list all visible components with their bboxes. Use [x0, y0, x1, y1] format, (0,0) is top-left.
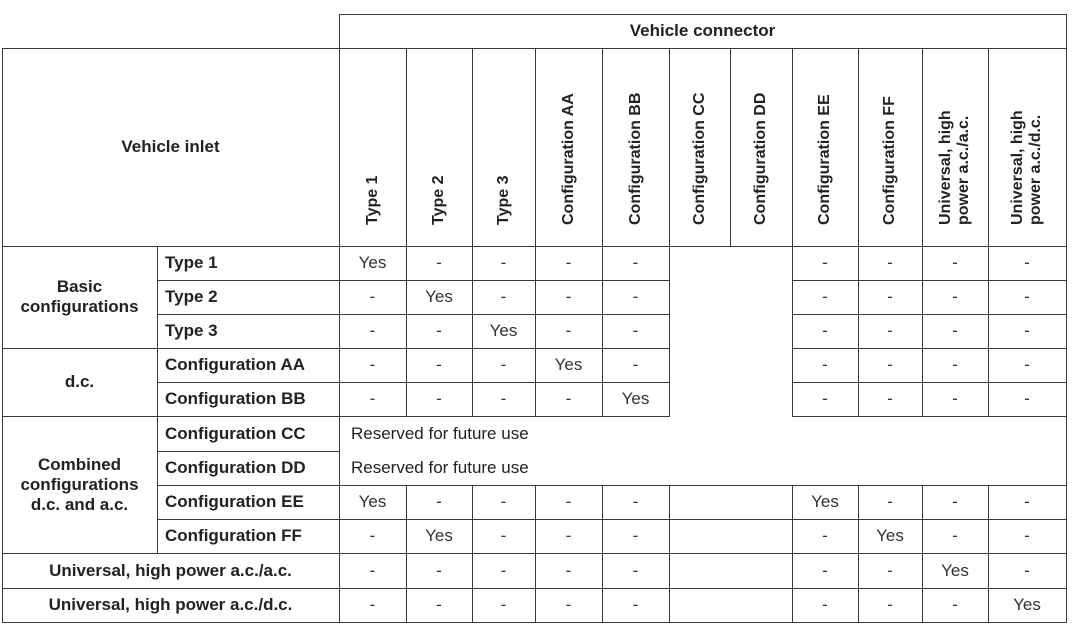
table-cell: - [822, 595, 828, 614]
table-rule-horizontal [157, 314, 670, 315]
table-rule-vertical [472, 485, 473, 623]
row-label: Universal, high power a.c./d.c. [48, 595, 293, 614]
table-rule-horizontal [792, 416, 1067, 417]
table-cell: - [369, 287, 376, 306]
table-cell: - [887, 560, 893, 580]
table-rule-vertical [157, 246, 158, 554]
table-rule-horizontal [2, 416, 670, 417]
row-label: Configuration EE [165, 492, 304, 511]
column-header [430, 176, 448, 226]
table-rule-horizontal [792, 314, 1067, 315]
group-label: Basic [56, 277, 103, 296]
table-cell: - [565, 321, 572, 340]
table-cell: Yes [489, 321, 518, 340]
table-cell: - [1024, 526, 1030, 545]
table-rule-vertical [922, 48, 923, 247]
table-rule-vertical [535, 485, 536, 623]
table-rule-vertical [472, 48, 473, 247]
table-rule-horizontal [157, 451, 340, 452]
column-header-line: Universal, high [1009, 110, 1026, 225]
table-cell: - [565, 526, 572, 545]
table-cell: - [436, 355, 442, 374]
table-cell: - [436, 389, 442, 408]
table-cell: Yes [425, 287, 453, 306]
table-cell: - [632, 321, 639, 340]
table-rule-vertical [988, 246, 989, 417]
table-cell: - [632, 526, 639, 545]
table-cell: - [436, 321, 442, 340]
row-label: Type 1 [165, 253, 218, 272]
table-rule-horizontal [2, 348, 670, 349]
table-cell: - [1024, 321, 1030, 340]
column-header [691, 93, 709, 225]
table-rule-vertical [669, 48, 670, 247]
table-cell: - [500, 526, 507, 545]
column-header [1009, 110, 1045, 225]
reserved-note: Reserved for future use [351, 423, 529, 443]
table-rule-vertical [602, 246, 603, 417]
table-cell: Yes [621, 389, 650, 408]
table-rule-vertical [339, 14, 340, 623]
column-header-line: Type 3 [494, 175, 512, 225]
table-cell: - [822, 526, 828, 545]
table-cell: - [500, 560, 507, 580]
table-cell: - [887, 321, 893, 340]
table-cell: - [436, 560, 442, 580]
table-cell: - [632, 492, 639, 511]
table-cell: - [1024, 492, 1030, 511]
table-cell: - [822, 389, 828, 408]
column-header-line: Configuration AA [559, 93, 577, 225]
table-cell: - [887, 253, 893, 272]
table-cell: - [632, 355, 639, 374]
group-label: d.c. and a.c. [30, 494, 129, 514]
group-label: Combined [37, 454, 122, 474]
table-rule-vertical [602, 485, 603, 623]
table-rule-vertical [792, 48, 793, 247]
table-rule-vertical [858, 485, 859, 623]
column-header-line: Configuration EE [816, 94, 833, 225]
table-rule-horizontal [792, 280, 1067, 281]
row-label: Configuration AA [165, 355, 306, 374]
table-cell: - [822, 560, 828, 580]
table-cell: - [369, 389, 376, 408]
table-cell: - [500, 287, 507, 306]
group-label: d.c. [64, 372, 95, 391]
row-label: Configuration CC [165, 423, 306, 443]
table-cell: - [436, 253, 442, 272]
table-cell: - [887, 492, 893, 511]
vehicle-connector-header: Vehicle connector [629, 21, 776, 40]
table-cell: Yes [941, 560, 969, 580]
table-cell: - [369, 526, 376, 545]
table-rule-vertical [472, 246, 473, 417]
table-rule-horizontal [157, 382, 670, 383]
column-header-line: Universal, high [937, 110, 954, 225]
column-header [752, 93, 770, 225]
table-cell: - [952, 492, 958, 511]
row-label: Universal, high power a.c./a.c. [49, 560, 292, 580]
column-header [364, 176, 382, 226]
column-header-line: Configuration FF [881, 96, 898, 225]
table-rule-horizontal [792, 382, 1067, 383]
table-cell: Yes [1013, 595, 1041, 614]
table-cell: - [369, 560, 376, 580]
table-cell: - [500, 389, 507, 408]
table-rule-horizontal [792, 348, 1067, 349]
table-rule-horizontal [157, 485, 1067, 486]
column-header [560, 93, 578, 225]
column-header-line: Type 2 [430, 175, 447, 225]
table-cell: - [1024, 560, 1030, 580]
table-cell: - [952, 526, 958, 545]
table-cell: - [952, 253, 958, 272]
table-cell: - [369, 355, 376, 374]
table-cell: - [369, 595, 376, 614]
column-header-line: Configuration BB [626, 92, 644, 225]
table-cell: - [632, 560, 639, 580]
table-rule-vertical [535, 48, 536, 247]
table-cell: - [887, 287, 893, 306]
table-rule-vertical [792, 485, 793, 623]
table-rule-vertical [922, 485, 923, 623]
table-cell: - [565, 492, 572, 511]
table-rule-vertical [669, 485, 670, 623]
column-header [881, 96, 899, 225]
table-cell: - [632, 287, 639, 306]
table-cell: - [436, 595, 442, 614]
table-rule-vertical [406, 485, 407, 623]
row-label: Type 2 [165, 287, 218, 306]
table-cell: - [565, 253, 572, 272]
column-header [937, 110, 973, 225]
table-cell: Yes [358, 253, 387, 272]
column-header [495, 176, 513, 226]
table-cell: - [1024, 355, 1030, 374]
table-cell: - [822, 287, 828, 306]
column-header-line: Configuration CC [690, 92, 708, 225]
column-header-line: power a.c./d.c. [1027, 114, 1044, 225]
table-cell: - [887, 389, 893, 408]
row-label: Configuration FF [165, 526, 302, 545]
table-cell: - [952, 287, 958, 306]
vehicle-inlet-header: Vehicle inlet [121, 137, 220, 156]
table-rule-vertical [792, 246, 793, 417]
table-cell: - [369, 321, 376, 340]
table-cell: - [887, 595, 893, 614]
table-cell: - [1024, 389, 1030, 408]
table-rule-vertical [858, 246, 859, 417]
table-rule-vertical [535, 246, 536, 417]
table-cell: Yes [554, 355, 583, 374]
table-cell: - [500, 355, 507, 374]
table-rule-vertical [988, 485, 989, 623]
table-rule-horizontal [157, 280, 670, 281]
column-header-line: Type 1 [363, 175, 381, 225]
table-cell: - [436, 492, 442, 511]
column-header [627, 93, 645, 225]
group-label: configurations [20, 474, 139, 494]
table-cell: - [632, 595, 639, 614]
table-rule-vertical [602, 48, 603, 247]
table-cell: - [565, 287, 572, 306]
table-cell: - [952, 321, 958, 340]
table-cell: Yes [425, 526, 453, 545]
table-cell: - [565, 595, 572, 614]
table-rule-vertical [2, 48, 3, 623]
table-cell: - [500, 253, 507, 272]
table-cell: - [822, 355, 828, 374]
table-rule-vertical [1066, 14, 1067, 623]
table-cell: - [822, 321, 828, 340]
table-rule-vertical [858, 48, 859, 247]
table-rule-horizontal [339, 14, 1067, 15]
table-cell: Yes [876, 526, 904, 545]
table-cell: - [952, 595, 958, 614]
row-label: Type 3 [165, 321, 218, 340]
table-rule-vertical [988, 48, 989, 247]
table-rule-vertical [406, 246, 407, 417]
column-header [816, 94, 834, 225]
table-cell: - [565, 560, 572, 580]
table-cell: - [500, 492, 507, 511]
table-rule-vertical [730, 48, 731, 247]
table-cell: - [822, 253, 828, 272]
table-cell: - [500, 595, 507, 614]
table-cell: Yes [358, 492, 387, 511]
row-label: Configuration DD [165, 458, 306, 477]
column-header-line: Configuration DD [752, 92, 769, 225]
table-rule-vertical [406, 48, 407, 247]
table-cell: Yes [811, 492, 839, 511]
table-rule-vertical [669, 246, 670, 417]
table-rule-vertical [922, 246, 923, 417]
table-cell: - [952, 355, 958, 374]
row-label: Configuration BB [165, 389, 306, 408]
group-label: configurations [20, 297, 139, 316]
reserved-note: Reserved for future use [351, 458, 529, 477]
table-cell: - [887, 355, 893, 374]
table-cell: - [565, 389, 572, 408]
table-cell: - [952, 389, 958, 408]
table-cell: - [1024, 287, 1030, 306]
table-cell: - [632, 253, 639, 272]
table-cell: - [1024, 253, 1030, 272]
table-rule-horizontal [157, 519, 1067, 520]
column-header-line: power a.c./a.c. [955, 115, 972, 225]
